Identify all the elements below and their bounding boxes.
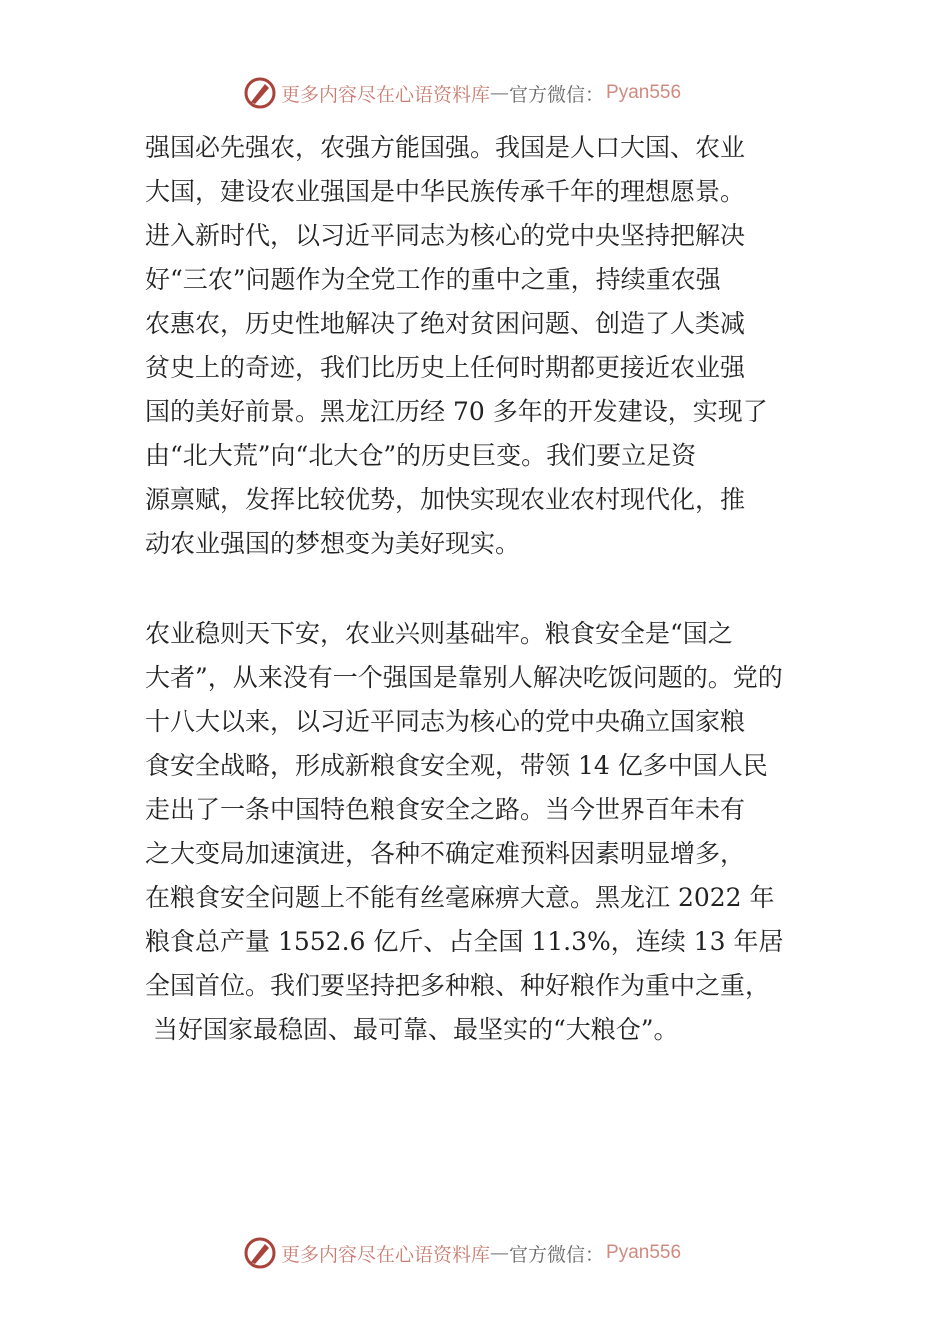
wechat-label: 官方微信： [509, 83, 605, 106]
brand-text: 更多内容尽在心语资料库 [281, 1243, 491, 1266]
paragraph-2 [145, 612, 845, 1052]
wechat-label: 官方微信： [509, 1243, 605, 1266]
quill-logo-icon [243, 76, 277, 110]
quill-logo-icon [243, 1236, 277, 1270]
text-line: 贫史上的奇迹，我们比历史上任何时期都更接近农业强 [145, 353, 746, 382]
text-line: 在粮食安全问题上不能有丝毫麻痹大意。黑龙江 2022 年 [145, 883, 775, 912]
text-line: 国的美好前景。黑龙江历经 70 多年的开发建设，实现了 [145, 397, 768, 426]
text-line: 农惠农，历史性地解决了绝对贫困问题、创造了人类减 [145, 309, 746, 338]
text-line: 全国首位。我们要坚持把多种粮、种好粮作为重中之重， [145, 971, 771, 1000]
text-line: 由“北大荒”向“北大仓”的历史巨变。我们要立足资 [145, 441, 697, 470]
text-line: 大者”，从来没有一个强国是靠别人解决吃饭问题的。党的 [145, 663, 783, 692]
text-line: 走出了一条中国特色粮食安全之路。当今世界百年未有 [145, 795, 746, 824]
text-line: 粮食总产量 1552.6 亿斤、占全国 11.3%，连续 13 年居 [145, 927, 784, 956]
text-line: 动农业强国的梦想变为美好现实。 [145, 529, 521, 558]
header-banner [243, 73, 723, 113]
text-line: 源禀赋，发挥比较优势，加快实现农业农村现代化，推 [145, 485, 746, 514]
wechat-id: Pyan556 [606, 82, 682, 103]
text-line: 农业稳则天下安，农业兴则基础牢。粮食安全是“国之 [145, 619, 733, 648]
text-line: 大国，建设农业强国是中华民族传承千年的理想愿景。 [145, 177, 746, 206]
separator: — [490, 1242, 510, 1264]
text-line: 强国必先强农，农强方能国强。我国是人口大国、农业 [145, 133, 746, 162]
text-line: 之大变局加速演进，各种不确定难预料因素明显增多， [145, 839, 746, 868]
paragraph-1 [145, 126, 845, 566]
footer-banner [243, 1233, 723, 1273]
text-line: 十八大以来，以习近平同志为核心的党中央确立国家粮 [145, 707, 746, 736]
text-line: 当好国家最稳固、最可靠、最坚实的“大粮仓”。 [145, 1015, 679, 1044]
text-line: 好“三农”问题作为全党工作的重中之重，持续重农强 [145, 265, 721, 294]
text-line: 食安全战略，形成新粮食安全观，带领 14 亿多中国人民 [145, 751, 768, 780]
brand-text: 更多内容尽在心语资料库 [281, 83, 491, 106]
wechat-id: Pyan556 [606, 1242, 682, 1263]
text-line: 进入新时代，以习近平同志为核心的党中央坚持把解决 [145, 221, 746, 250]
separator: — [490, 82, 510, 104]
